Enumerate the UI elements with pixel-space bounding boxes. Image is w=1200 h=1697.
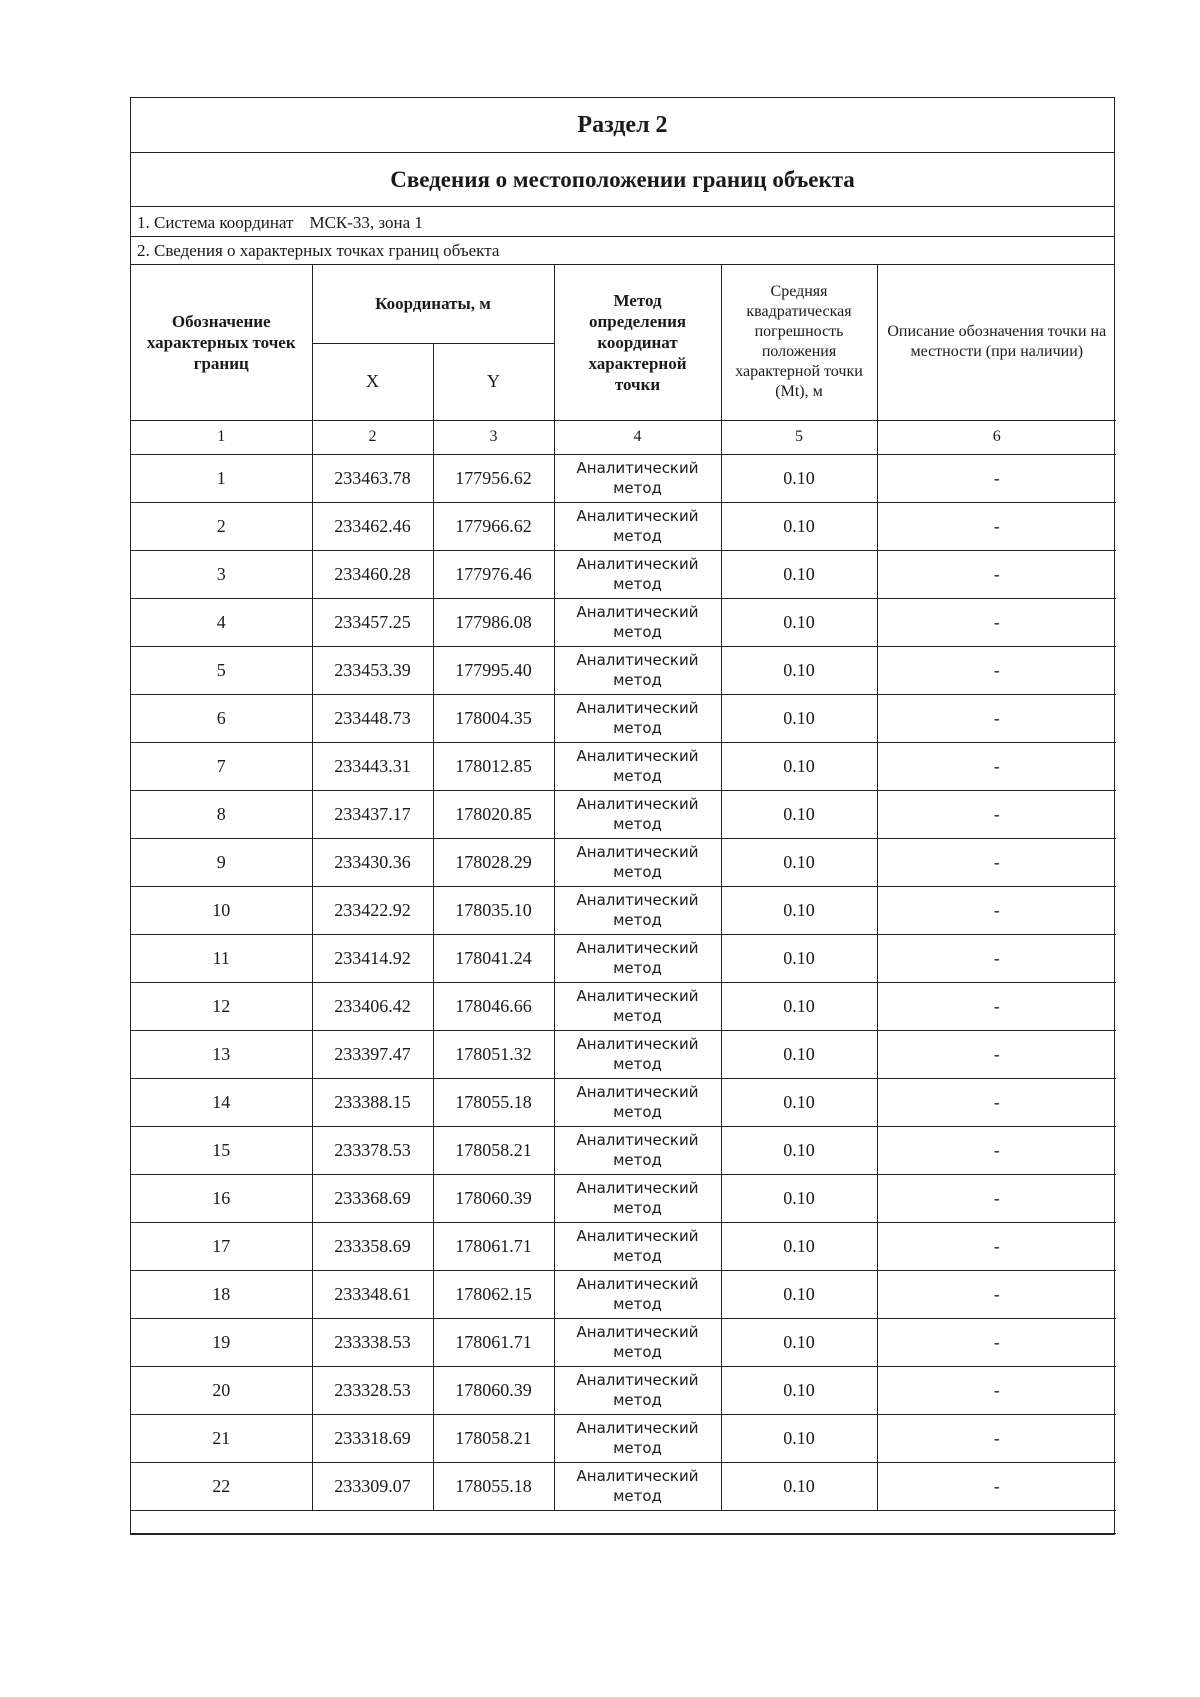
x-coordinate-cell: 233463.78 <box>312 454 433 502</box>
accuracy-cell: 0.10 <box>721 646 877 694</box>
method-cell: Аналитический метод <box>554 1414 721 1462</box>
accuracy-cell: 0.10 <box>721 1462 877 1510</box>
point-id-cell: 7 <box>131 742 312 790</box>
method-cell: Аналитический метод <box>554 694 721 742</box>
header-x: X <box>312 343 433 420</box>
table-row <box>131 1366 1116 1414</box>
column-number-cell: 5 <box>721 420 877 454</box>
table-row <box>131 1270 1116 1318</box>
table-row <box>131 1078 1116 1126</box>
accuracy-cell: 0.10 <box>721 1366 877 1414</box>
y-coordinate-cell: 177976.46 <box>433 550 554 598</box>
table-row <box>131 1126 1116 1174</box>
x-coordinate-cell: 233378.53 <box>312 1126 433 1174</box>
x-coordinate-cell: 233457.25 <box>312 598 433 646</box>
y-coordinate-cell: 178028.29 <box>433 838 554 886</box>
point-id-cell: 18 <box>131 1270 312 1318</box>
method-cell: Аналитический метод <box>554 790 721 838</box>
table-row <box>131 550 1116 598</box>
point-id-cell: 20 <box>131 1366 312 1414</box>
method-cell: Аналитический метод <box>554 838 721 886</box>
description-cell: - <box>877 454 1116 502</box>
section-title: Раздел 2 <box>131 98 1114 153</box>
table-tail-row <box>131 1510 1116 1533</box>
method-cell: Аналитический метод <box>554 1462 721 1510</box>
accuracy-cell: 0.10 <box>721 598 877 646</box>
y-coordinate-cell: 178035.10 <box>433 886 554 934</box>
point-id-cell: 22 <box>131 1462 312 1510</box>
accuracy-cell: 0.10 <box>721 1126 877 1174</box>
point-id-cell: 3 <box>131 550 312 598</box>
x-coordinate-cell: 233422.92 <box>312 886 433 934</box>
point-id-cell: 17 <box>131 1222 312 1270</box>
y-coordinate-cell: 177986.08 <box>433 598 554 646</box>
table-row <box>131 646 1116 694</box>
table-row <box>131 886 1116 934</box>
x-coordinate-cell: 233414.92 <box>312 934 433 982</box>
accuracy-cell: 0.10 <box>721 838 877 886</box>
point-id-cell: 16 <box>131 1174 312 1222</box>
y-coordinate-cell: 178058.21 <box>433 1414 554 1462</box>
header-coordinates: Координаты, м <box>312 265 554 343</box>
table-row <box>131 1030 1116 1078</box>
column-number-cell: 1 <box>131 420 312 454</box>
x-coordinate-cell: 233388.15 <box>312 1078 433 1126</box>
table-header-row <box>131 265 1116 343</box>
table-body <box>131 454 1116 1510</box>
description-cell: - <box>877 1270 1116 1318</box>
accuracy-cell: 0.10 <box>721 1030 877 1078</box>
table-row <box>131 502 1116 550</box>
column-number-cell: 6 <box>877 420 1116 454</box>
description-cell: - <box>877 982 1116 1030</box>
header-designation: Обозначение характерных точек границ <box>131 265 312 420</box>
table-row <box>131 742 1116 790</box>
table-row <box>131 790 1116 838</box>
y-coordinate-cell: 178051.32 <box>433 1030 554 1078</box>
description-cell: - <box>877 1030 1116 1078</box>
method-cell: Аналитический метод <box>554 550 721 598</box>
section-subtitle: Сведения о местоположении границ объекта <box>131 153 1114 207</box>
point-id-cell: 5 <box>131 646 312 694</box>
accuracy-cell: 0.10 <box>721 1270 877 1318</box>
y-coordinate-cell: 178061.71 <box>433 1222 554 1270</box>
method-cell: Аналитический метод <box>554 982 721 1030</box>
description-cell: - <box>877 502 1116 550</box>
accuracy-cell: 0.10 <box>721 1222 877 1270</box>
boundary-points-table <box>131 265 1116 1534</box>
method-cell: Аналитический метод <box>554 1318 721 1366</box>
coordinate-system-row <box>131 207 1114 237</box>
point-id-cell: 12 <box>131 982 312 1030</box>
description-cell: - <box>877 742 1116 790</box>
points-caption: 2. Сведения о характерных точках границ объекта <box>131 237 1114 265</box>
header-method: Метод определения координат характерной точки <box>554 265 721 420</box>
method-cell: Аналитический метод <box>554 1174 721 1222</box>
x-coordinate-cell: 233358.69 <box>312 1222 433 1270</box>
accuracy-cell: 0.10 <box>721 934 877 982</box>
description-cell: - <box>877 886 1116 934</box>
accuracy-cell: 0.10 <box>721 790 877 838</box>
y-coordinate-cell: 178012.85 <box>433 742 554 790</box>
description-cell: - <box>877 1318 1116 1366</box>
method-cell: Аналитический метод <box>554 1078 721 1126</box>
method-cell: Аналитический метод <box>554 1126 721 1174</box>
method-cell: Аналитический метод <box>554 1270 721 1318</box>
accuracy-cell: 0.10 <box>721 1078 877 1126</box>
method-cell: Аналитический метод <box>554 1222 721 1270</box>
description-cell: - <box>877 1126 1116 1174</box>
y-coordinate-cell: 178058.21 <box>433 1126 554 1174</box>
point-id-cell: 2 <box>131 502 312 550</box>
y-coordinate-cell: 177995.40 <box>433 646 554 694</box>
description-cell: - <box>877 598 1116 646</box>
table-row <box>131 934 1116 982</box>
method-cell: Аналитический метод <box>554 1366 721 1414</box>
x-coordinate-cell: 233318.69 <box>312 1414 433 1462</box>
x-coordinate-cell: 233309.07 <box>312 1462 433 1510</box>
x-coordinate-cell: 233338.53 <box>312 1318 433 1366</box>
table-row <box>131 838 1116 886</box>
method-cell: Аналитический метод <box>554 502 721 550</box>
x-coordinate-cell: 233462.46 <box>312 502 433 550</box>
accuracy-cell: 0.10 <box>721 1414 877 1462</box>
coordinate-system-value: МСК-33, зона 1 <box>309 213 423 232</box>
description-cell: - <box>877 1462 1116 1510</box>
accuracy-cell: 0.10 <box>721 886 877 934</box>
document-sheet <box>130 97 1115 1535</box>
y-coordinate-cell: 178055.18 <box>433 1462 554 1510</box>
column-number-row <box>131 420 1116 454</box>
x-coordinate-cell: 233406.42 <box>312 982 433 1030</box>
method-cell: Аналитический метод <box>554 886 721 934</box>
table-tail-cell <box>131 1510 1116 1533</box>
y-coordinate-cell: 178041.24 <box>433 934 554 982</box>
accuracy-cell: 0.10 <box>721 694 877 742</box>
method-cell: Аналитический метод <box>554 934 721 982</box>
y-coordinate-cell: 178060.39 <box>433 1366 554 1414</box>
x-coordinate-cell: 233453.39 <box>312 646 433 694</box>
description-cell: - <box>877 934 1116 982</box>
point-id-cell: 8 <box>131 790 312 838</box>
table-row <box>131 982 1116 1030</box>
point-id-cell: 13 <box>131 1030 312 1078</box>
method-cell: Аналитический метод <box>554 1030 721 1078</box>
description-cell: - <box>877 790 1116 838</box>
accuracy-cell: 0.10 <box>721 502 877 550</box>
table-row <box>131 1318 1116 1366</box>
y-coordinate-cell: 178020.85 <box>433 790 554 838</box>
y-coordinate-cell: 178061.71 <box>433 1318 554 1366</box>
header-y: Y <box>433 343 554 420</box>
x-coordinate-cell: 233397.47 <box>312 1030 433 1078</box>
x-coordinate-cell: 233328.53 <box>312 1366 433 1414</box>
coordinate-system-label: 1. Система координат <box>137 213 294 232</box>
accuracy-cell: 0.10 <box>721 982 877 1030</box>
description-cell: - <box>877 1366 1116 1414</box>
x-coordinate-cell: 233368.69 <box>312 1174 433 1222</box>
description-cell: - <box>877 1078 1116 1126</box>
table-row <box>131 1414 1116 1462</box>
method-cell: Аналитический метод <box>554 646 721 694</box>
table-row <box>131 454 1116 502</box>
method-cell: Аналитический метод <box>554 454 721 502</box>
point-id-cell: 1 <box>131 454 312 502</box>
point-id-cell: 11 <box>131 934 312 982</box>
x-coordinate-cell: 233348.61 <box>312 1270 433 1318</box>
x-coordinate-cell: 233437.17 <box>312 790 433 838</box>
y-coordinate-cell: 177966.62 <box>433 502 554 550</box>
table-row <box>131 598 1116 646</box>
method-cell: Аналитический метод <box>554 742 721 790</box>
point-id-cell: 6 <box>131 694 312 742</box>
description-cell: - <box>877 1414 1116 1462</box>
accuracy-cell: 0.10 <box>721 550 877 598</box>
point-id-cell: 14 <box>131 1078 312 1126</box>
x-coordinate-cell: 233448.73 <box>312 694 433 742</box>
description-cell: - <box>877 646 1116 694</box>
x-coordinate-cell: 233460.28 <box>312 550 433 598</box>
description-cell: - <box>877 694 1116 742</box>
y-coordinate-cell: 178046.66 <box>433 982 554 1030</box>
y-coordinate-cell: 177956.62 <box>433 454 554 502</box>
point-id-cell: 19 <box>131 1318 312 1366</box>
description-cell: - <box>877 550 1116 598</box>
header-description: Описание обозначения точки на местности (при наличии) <box>877 265 1116 420</box>
method-cell: Аналитический метод <box>554 598 721 646</box>
table-row <box>131 1222 1116 1270</box>
table-row <box>131 1174 1116 1222</box>
y-coordinate-cell: 178062.15 <box>433 1270 554 1318</box>
y-coordinate-cell: 178004.35 <box>433 694 554 742</box>
header-accuracy: Средняя квадратическая погрешность положения характерной точки (Mt), м <box>721 265 877 420</box>
column-number-cell: 2 <box>312 420 433 454</box>
y-coordinate-cell: 178060.39 <box>433 1174 554 1222</box>
column-number-cell: 3 <box>433 420 554 454</box>
accuracy-cell: 0.10 <box>721 742 877 790</box>
point-id-cell: 21 <box>131 1414 312 1462</box>
table-row <box>131 694 1116 742</box>
description-cell: - <box>877 838 1116 886</box>
point-id-cell: 10 <box>131 886 312 934</box>
point-id-cell: 4 <box>131 598 312 646</box>
point-id-cell: 9 <box>131 838 312 886</box>
y-coordinate-cell: 178055.18 <box>433 1078 554 1126</box>
table-row <box>131 1462 1116 1510</box>
accuracy-cell: 0.10 <box>721 1318 877 1366</box>
x-coordinate-cell: 233430.36 <box>312 838 433 886</box>
description-cell: - <box>877 1222 1116 1270</box>
description-cell: - <box>877 1174 1116 1222</box>
accuracy-cell: 0.10 <box>721 454 877 502</box>
accuracy-cell: 0.10 <box>721 1174 877 1222</box>
x-coordinate-cell: 233443.31 <box>312 742 433 790</box>
point-id-cell: 15 <box>131 1126 312 1174</box>
column-number-cell: 4 <box>554 420 721 454</box>
